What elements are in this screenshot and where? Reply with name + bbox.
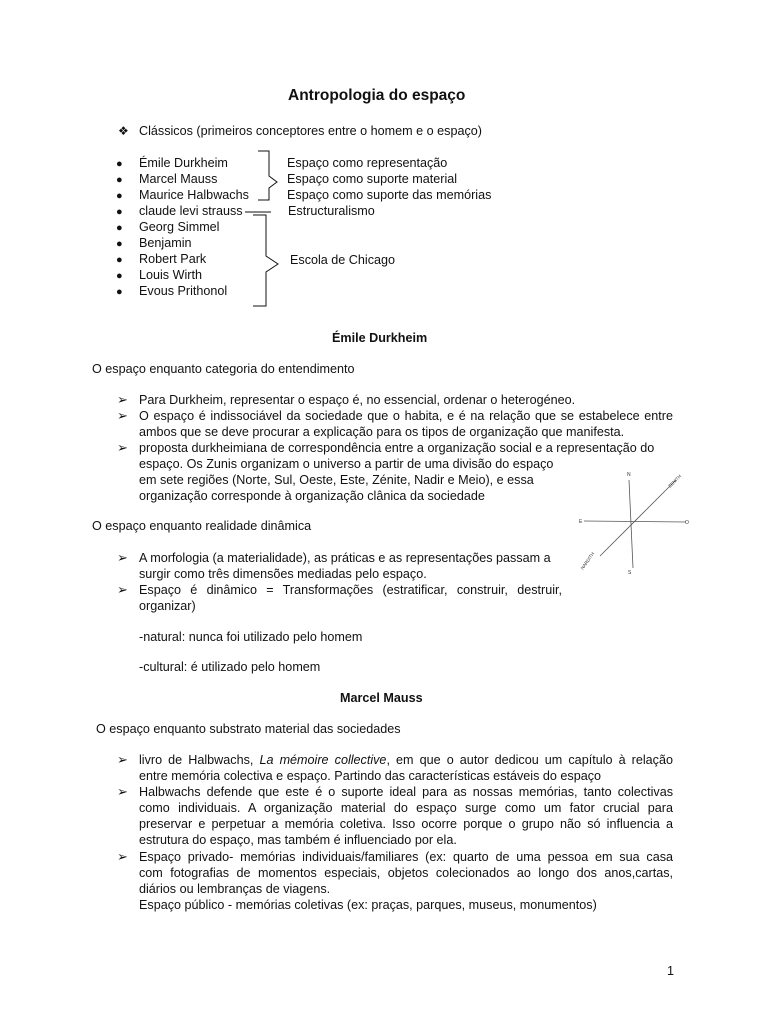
bullet-line: O espaço é indissociável da sociedade que o habita, e é na relação que se estabelece entre [139,409,673,423]
axis-zenith-nadir [600,480,676,556]
bullet-line: Halbwachs defende que este é o suporte ideal para as nossas memórias, tanto colectivas [139,785,673,799]
bullet-line: espaço. Os Zunis organizam o universo a partir de uma divisão do espaço [139,457,554,471]
arrow-bullet-icon: ➢ [117,440,128,455]
bullet-line: organização corresponde à organização clânica da sociedade [139,489,485,503]
subheading-realidade: O espaço enquanto realidade dinâmica [92,519,312,533]
author-item: Émile Durkheim [139,156,228,170]
bullet-line: A morfologia (a materialidade), as práticas e as representações passam a [139,551,551,565]
author-item: Maurice Halbwachs [139,188,249,202]
subheading-categoria: O espaço enquanto categoria do entendimento [92,362,355,376]
note-halbwachs: Espaço como suporte das memórias [287,188,492,202]
label-n: N [627,472,631,478]
bullet-text: livro de Halbwachs, [139,753,260,767]
bullet-line: como individuais. A organização material do espaço surge como um fator crucial para [139,801,673,815]
bullet-paragraph [139,752,673,784]
bullet-icon: ● [116,286,123,298]
page-title: Antropologia do espaço [288,87,466,104]
bullet-icon: ● [116,206,123,218]
bullet-line: Espaço privado- memórias individuais/familiares (ex: quarto de uma pessoa em sua casa [139,850,673,864]
bullet-paragraph [139,408,673,440]
bullet-line: Espaço público - memórias coletivas (ex: praças, parques, museus, monumentos) [139,898,597,912]
bullet-icon: ● [116,190,123,202]
bullet-line: organizar) [139,599,196,613]
author-item: Robert Park [139,252,207,266]
bullet-icon: ● [116,238,123,250]
label-zenith: ZENITH [667,473,683,489]
label-s: S [628,570,632,576]
label-e: E [579,519,583,525]
compass-diagram [578,468,698,578]
author-item: Georg Simmel [139,220,220,234]
author-item: Evous Prithonol [139,284,228,298]
bullet-line: surgir como três dimensões mediadas pelo espaço. [139,567,427,581]
bullet-paragraph [139,849,673,913]
book-title: La mémoire collective [259,753,387,767]
bullet-text: , em que o autor dedicou um capítulo à relação [386,753,673,767]
brace-chicago-group [250,214,290,314]
arrow-bullet-icon: ➢ [117,752,128,767]
bullet-line: diários ou lembranças de viagens. [139,882,331,896]
label-o: O [685,520,689,526]
cultural-note: -cultural: é utilizado pelo homem [139,660,321,674]
author-item: Benjamin [139,236,192,250]
section-heading-mauss: Marcel Mauss [340,691,423,705]
author-item: Louis Wirth [139,268,202,282]
bullet-line: preservar e perpetuar a memória coletiva. Isso ocorre porque o grupo não só influencia a [139,817,673,831]
bullet-line: entre memória colectiva e espaço. Partindo das características estáveis do espaço [139,769,602,783]
page-number: 1 [667,964,675,978]
bullet-icon: ● [116,174,123,186]
bullet-line: com fotografias de momentos especiais, objetos colecionados ao longo dos anos,cartas, [139,866,673,880]
bullet-line: Espaço é dinâmico = Transformações (estratificar, construir, destruir, [139,583,562,597]
label-nadir: NARDITH [579,551,596,571]
author-item: claude levi strauss [139,204,243,218]
arrow-bullet-icon: ➢ [117,849,128,864]
note-levi-strauss: Estructuralismo [288,204,375,218]
arrow-bullet-icon: ➢ [117,408,128,423]
subheading-substrato: O espaço enquanto substrato material das sociedades [96,722,401,736]
bullet-line: em sete regiões (Norte, Sul, Oeste, Este, Zénite, Nadir e Meio), e essa [139,473,534,487]
note-durkheim: Espaço como representação [287,156,448,170]
bullet-icon: ● [116,158,123,170]
bullet-line [139,752,673,768]
bullet-icon: ● [116,270,123,282]
bullet-line: estrutura do espaço, mas também é influenciado por ela. [139,833,457,847]
natural-note: -natural: nunca foi utilizado pelo homem [139,630,363,644]
arrow-bullet-icon: ➢ [117,582,128,597]
bullet-line: proposta durkheimiana de correspondência entre a organização social e a representação do [139,441,655,455]
classics-heading: Clássicos (primeiros conceptores entre o homem e o espaço) [139,124,482,138]
classics-marker: ❖ [118,124,129,138]
arrow-bullet-icon: ➢ [117,550,128,565]
arrow-bullet-icon: ➢ [117,392,128,407]
section-heading-durkheim: Émile Durkheim [332,331,428,345]
bullet-icon: ● [116,254,123,266]
note-chicago: Escola de Chicago [290,253,396,267]
arrow-bullet-icon: ➢ [117,784,128,799]
bullet-text: Para Durkheim, representar o espaço é, no essencial, ordenar o heterogéneo. [139,393,576,407]
bullet-line: ambos que se deve procurar a explicação para os tipos de organização que manifesta. [139,425,625,439]
note-mauss: Espaço como suporte material [287,172,458,186]
bullet-icon: ● [116,222,123,234]
author-item: Marcel Mauss [139,172,218,186]
bullet-paragraph [139,784,673,848]
bullet-paragraph [139,582,562,614]
